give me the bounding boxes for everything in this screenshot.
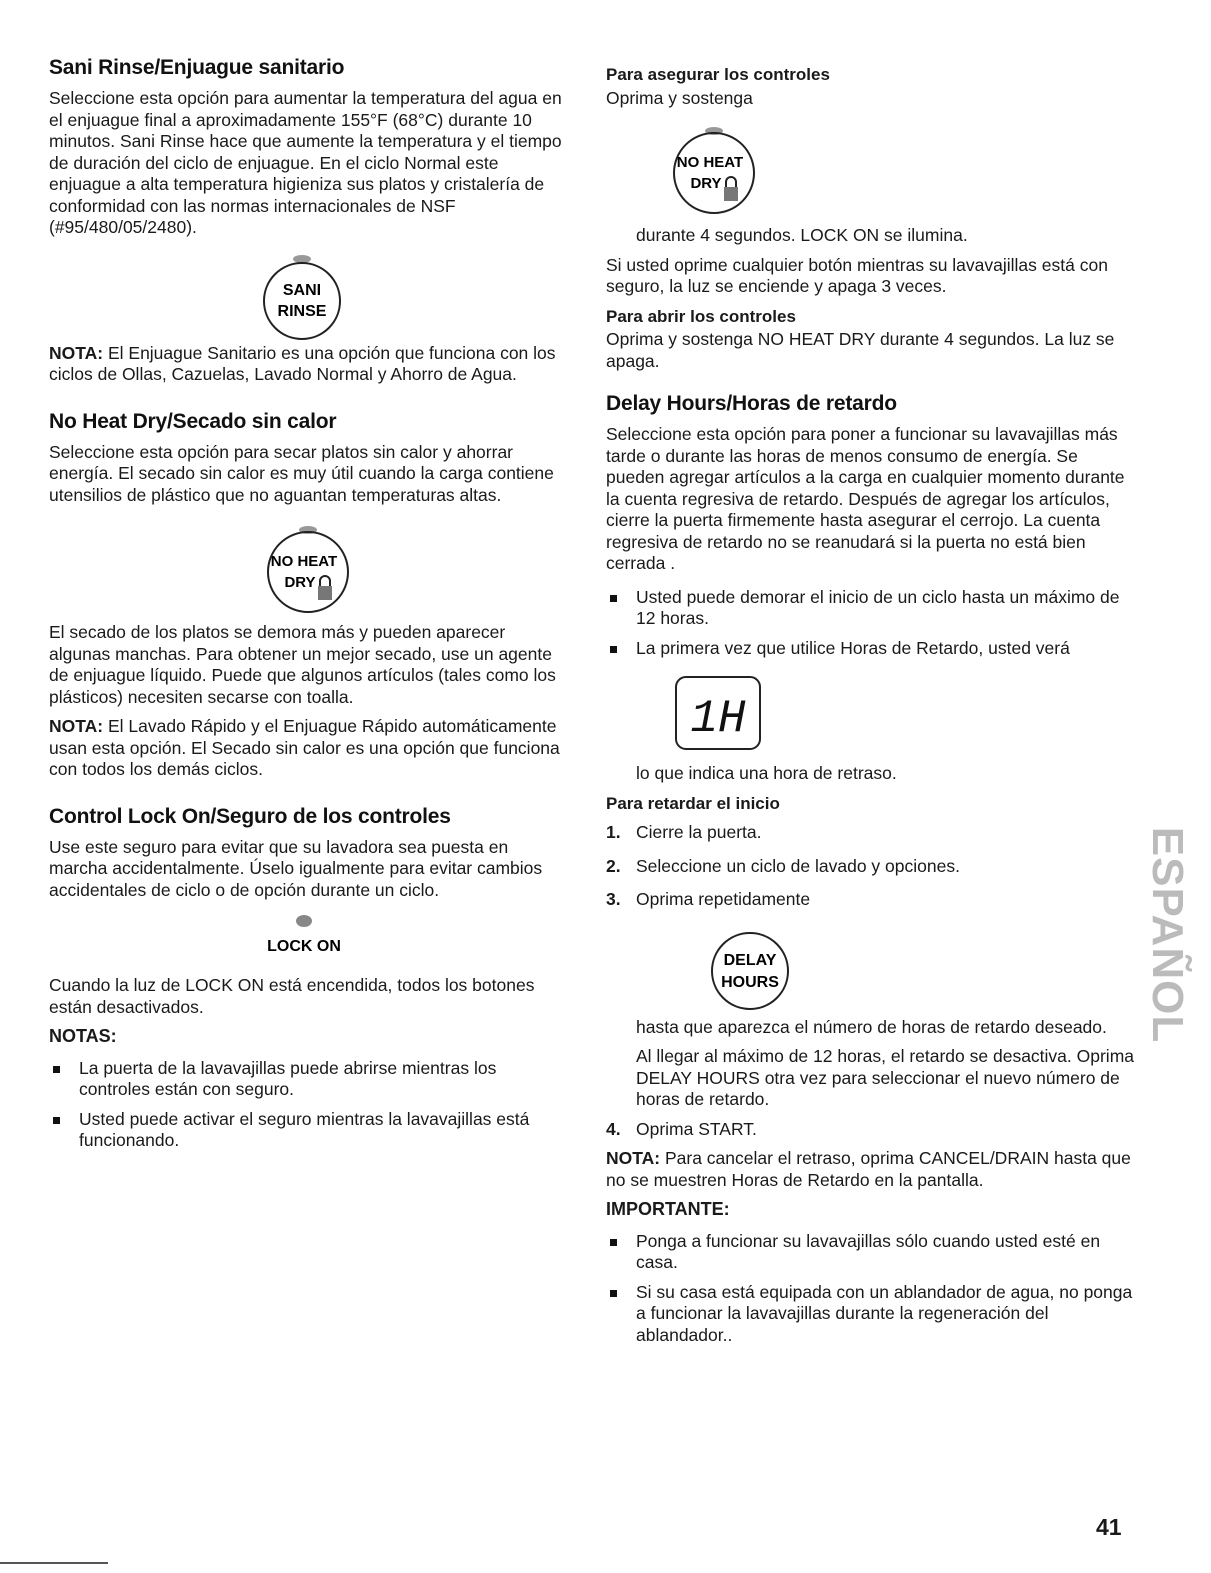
language-side-tab (1143, 815, 1192, 1055)
padlock-icon (724, 177, 738, 201)
secure-controls-press: Oprima y sostenga (606, 87, 753, 108)
lock-on-indicator (259, 911, 349, 961)
delay-after-button-2: Al llegar al máximo de 12 horas, el retardo se desactiva. Oprima DELAY HOURS otra vez para seleccionar el nuevo número de horas de retardo. (636, 1046, 1135, 1109)
secure-info: Si usted oprime cualquier botón mientras su lavavajillas está con seguro, la luz se enciende y apaga 3 veces. (606, 254, 1108, 296)
footer-rule (0, 1562, 108, 1564)
lock-on-label: LOCK ON (267, 938, 341, 955)
sani-rinse-button-line1: SANI (282, 281, 322, 299)
sani-rinse-heading: Sani Rinse/Enjuague sanitario (49, 56, 345, 79)
no-heat-dry-after: El secado de los platos se demora más y pueden aparecer algunas manchas. Para obtener un mejor secado, use un agente de enjuague líquido. Puede que algunos artículos (tales como los plásticos) necesiten secarse con toalla. (49, 622, 556, 707)
note-label: NOTA: (606, 1148, 661, 1168)
delay-after-button-1: hasta que aparezca el número de horas de retardo deseado. (636, 1016, 1107, 1037)
display-readout: 1H (690, 693, 746, 745)
digital-display (674, 675, 762, 751)
note-text: El Lavado Rápido y el Enjuague Rápido automáticamente usan esta opción. El Secado sin calor es una opción que funciona con todos los demás ciclos. (49, 716, 560, 779)
notas-heading: NOTAS: (49, 1026, 117, 1046)
bullet-icon (53, 1066, 60, 1073)
indicator-light-icon (296, 915, 312, 927)
no-heat-dry-button-icon (662, 123, 762, 219)
no-heat-dry-body: Seleccione esta opción para secar platos sin calor y ahorrar energía. El secado sin calor es muy útil cuando la carga contiene utensilios de plástico que no aguantan temperaturas altas. (49, 441, 554, 505)
step-number: 2. (606, 855, 621, 876)
delay-step (606, 889, 1136, 911)
no-heat-dry-button-line1: NO HEAT (676, 154, 744, 171)
delay-step (606, 822, 1136, 844)
no-heat-dry-button-icon (256, 522, 356, 618)
notas-item-text: La puerta de la lavavajillas puede abrirse mientras los controles están con seguro. (79, 1057, 497, 1099)
control-lock-after: Cuando la luz de LOCK ON está encendida, todos los botones están desactivados. (49, 975, 535, 1017)
left-column (49, 56, 571, 1160)
step-number: 3. (606, 889, 621, 909)
padlock-icon (318, 576, 332, 600)
delay-hours-button-line2: HOURS (721, 973, 779, 991)
lock-on-indicator-graphic (49, 911, 571, 975)
delay-hours-heading: Delay Hours/Horas de retardo (606, 392, 897, 415)
sani-rinse-button-icon (254, 251, 350, 343)
notas-item-text: Usted puede activar el seguro mientras la lavavajillas está funcionando. (79, 1108, 530, 1150)
step-text: Oprima START. (636, 1118, 757, 1139)
delay-hours-button-graphic (606, 919, 1136, 1017)
delay-note (606, 1148, 1136, 1191)
control-lock-body: Use este seguro para evitar que su lavadora sea puesta en marcha accidentalmente. Úselo igualmente para evitar cambios accidentales de ciclo o de opción durante un ciclo. (49, 836, 543, 900)
no-heat-dry-note (49, 716, 571, 781)
control-lock-heading: Control Lock On/Seguro de los controles (49, 804, 451, 828)
open-controls-label: Para abrir los controles (606, 306, 796, 326)
no-heat-dry-button-line1: NO HEAT (270, 553, 338, 570)
bullet-icon (610, 646, 617, 653)
bullet-icon (610, 595, 617, 602)
delay-hours-body: Seleccione esta opción para poner a funcionar su lavavajillas más tarde o durante las horas de menos consumo de energía. Se pueden agregar artículos a la carga en cualquier momento durante la cuenta regresiva de retardo. Después de agregar los artículos, cierre la puerta firmemente hasta asegurar el cerrojo. La cuenta regresiva de retardo no se reanudará si la puerta no está bien cerrada . (606, 424, 1125, 573)
bullet-icon (610, 1290, 617, 1297)
note-text: El Enjuague Sanitario es una opción que funciona con los ciclos de Ollas, Cazuelas, Lavado Normal y Ahorro de Agua. (49, 342, 556, 384)
step-text: Oprima repetidamente (636, 889, 811, 909)
step-text: Seleccione un ciclo de lavado y opciones. (636, 855, 960, 876)
secure-duration: durante 4 segundos. LOCK ON se ilumina. (636, 225, 968, 245)
delay-bullet (606, 587, 1136, 630)
step-number: 1. (606, 822, 621, 842)
note-text: Para cancelar el retraso, oprima CANCEL/DRAIN hasta que no se muestren Horas de Retardo en la pantalla. (606, 1148, 1131, 1190)
step-number: 4. (606, 1118, 621, 1139)
secure-no-heat-dry-graphic (606, 117, 1136, 225)
delay-step (606, 856, 1136, 878)
sani-rinse-button-graphic (49, 247, 571, 343)
notas-item (49, 1058, 571, 1101)
sani-rinse-body: Seleccione esta opción para aumentar la temperatura del agua en el enjuague final a aproximadamente 155°F (68°C) durante 10 minutos. Sani Rinse hace que aumente la temperatura y el tiempo de duración del ciclo de enjuague. En el ciclo Normal este enjuague a alta temperatura higieniza sus platos y cristalería de conformidad con las normas internacionales de NSF (#95/480/05/2480). (49, 88, 562, 237)
delay-hours-button-line1: DELAY (723, 951, 777, 969)
sani-rinse-note (49, 343, 571, 386)
delay-display-graphic (606, 667, 1136, 763)
importante-item-text: Si su casa está equipada con un ablandador de agua, no ponga a funcionar la lavavajillas durante la regeneración del ablandador.. (636, 1281, 1133, 1345)
delay-hours-button-icon (702, 925, 798, 1013)
importante-item-text: Ponga a funcionar su lavavajillas sólo cuando usted esté en casa. (636, 1230, 1101, 1272)
delay-bullet (606, 638, 1136, 660)
delay-bullet-text: Usted puede demorar el inicio de un ciclo hasta un máximo de 12 horas. (636, 586, 1120, 628)
delay-step (606, 1119, 1136, 1141)
bullet-icon (610, 1239, 617, 1246)
language-side-tab-label: ESPAÑOL (1143, 826, 1192, 1044)
no-heat-dry-button-line2: DRY (284, 574, 316, 591)
open-controls-text: Oprima y sostenga NO HEAT DRY durante 4 segundos. La luz se apaga. (606, 329, 1115, 371)
page-number: 41 (1096, 1514, 1122, 1540)
no-heat-dry-heading: No Heat Dry/Secado sin calor (49, 409, 337, 433)
sani-rinse-button-line2: RINSE (277, 302, 327, 320)
notas-item (49, 1109, 571, 1152)
importante-item (606, 1282, 1136, 1347)
delay-start-label: Para retardar el inicio (606, 793, 780, 813)
delay-bullet-text: La primera vez que utilice Horas de Retardo, usted verá (636, 637, 1070, 658)
note-label: NOTA: (49, 342, 104, 363)
bullet-icon (53, 1117, 60, 1124)
right-column (606, 56, 1136, 1354)
importante-item (606, 1231, 1136, 1274)
no-heat-dry-button-line2: DRY (690, 175, 722, 192)
display-caption: lo que indica una hora de retraso. (636, 763, 897, 783)
step-text: Cierre la puerta. (636, 822, 762, 842)
importante-heading: IMPORTANTE: (606, 1199, 730, 1219)
note-label: NOTA: (49, 716, 104, 736)
no-heat-dry-button-graphic (49, 514, 571, 622)
secure-controls-label: Para asegurar los controles (606, 65, 830, 84)
